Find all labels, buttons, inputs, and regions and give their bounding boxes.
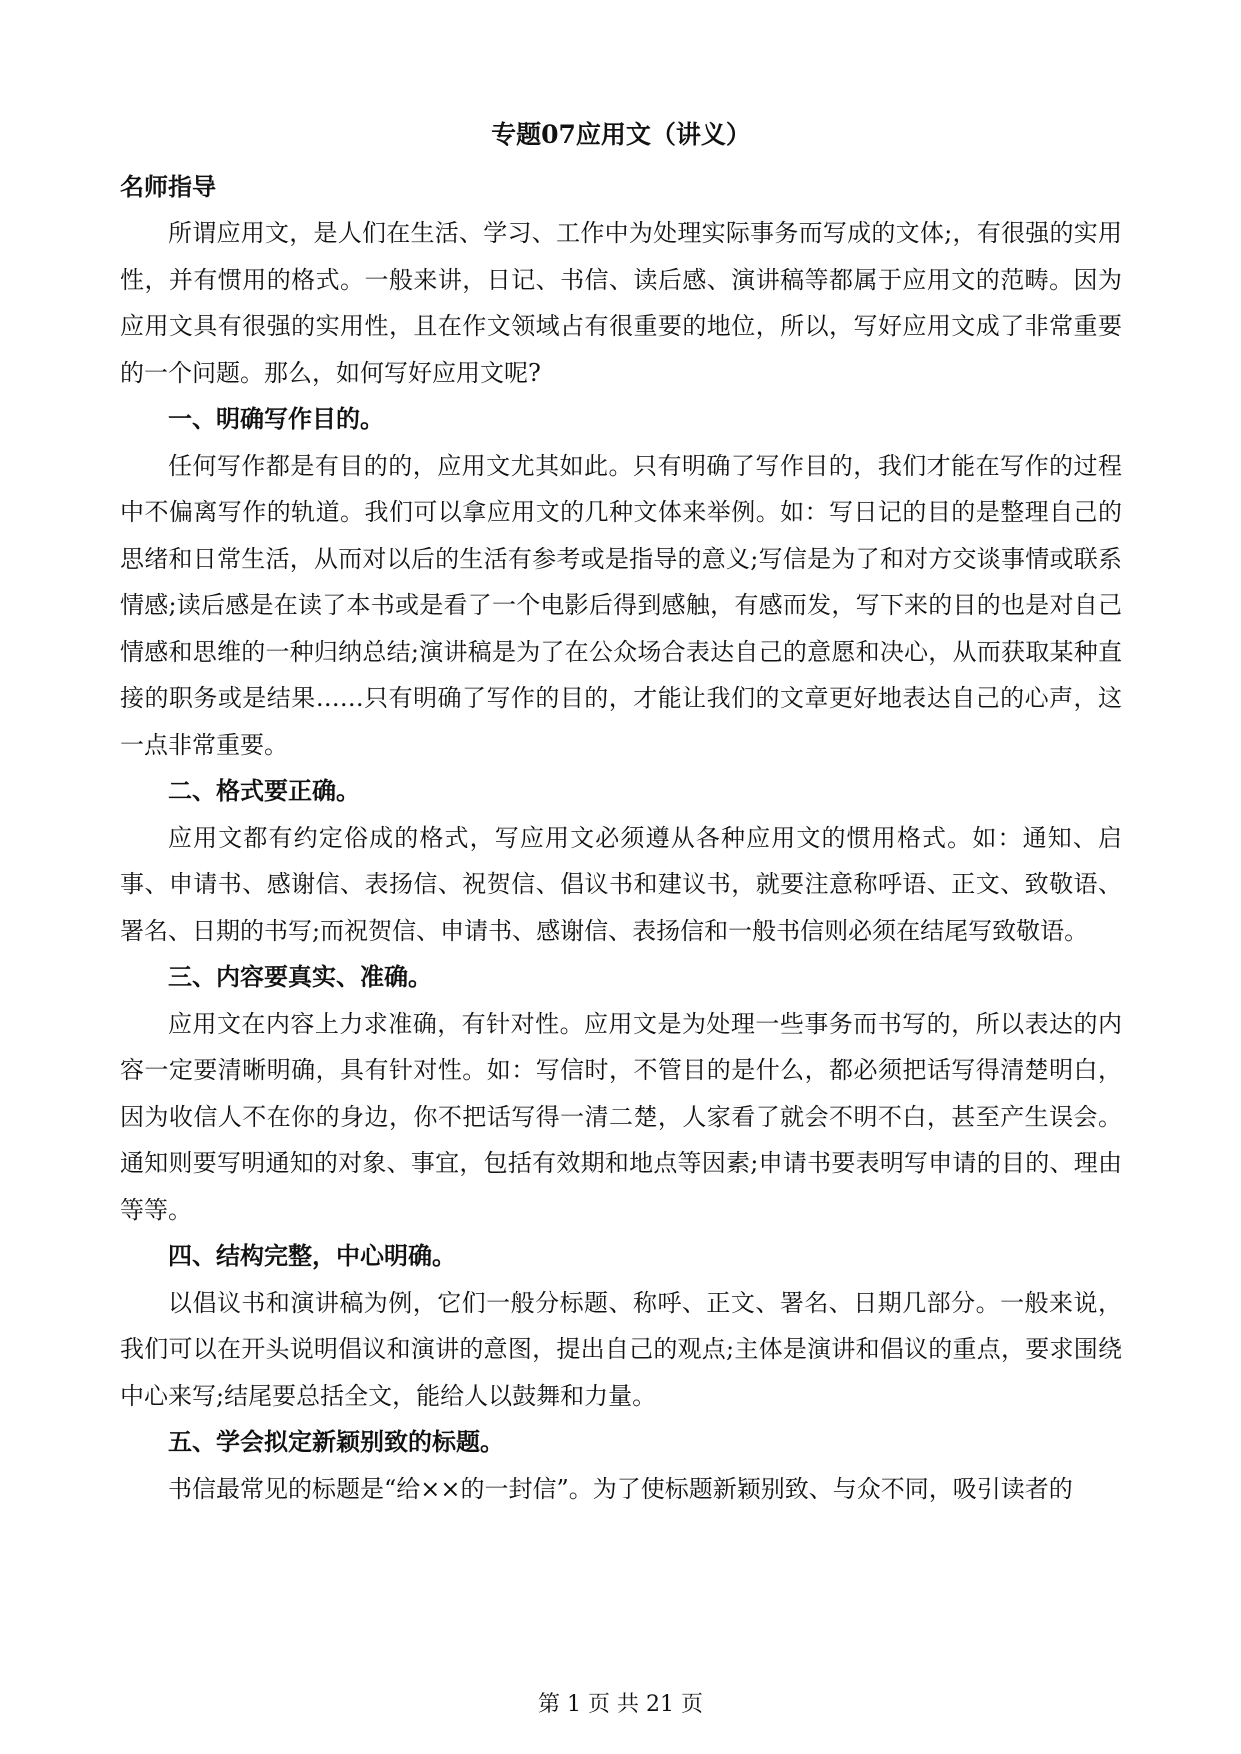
page-number-footer: 第 1 页 共 21 页 [538, 1692, 703, 1717]
point-heading-5: 五、学会拟定新颖别致的标题。 [168, 1427, 504, 1456]
point-heading-1: 一、明确写作目的。 [168, 404, 384, 433]
section-heading: 名师指导 [120, 172, 216, 201]
intro-paragraph: 所谓应用文，是人们在生活、学习、工作中为处理实际事务而写成的文体;，有很强的实用性，并有惯用的格式。一般来讲，日记、书信、读后感、演讲稿等都属于应用文的范畴。因为应用文具有很强的实用性，且在作文领域占有很重要的地位，所以，写好应用文成了非常重要的一个问题。那么，如何写好应用文呢? [120, 219, 1122, 387]
document-title: 专题07应用文（讲义） [491, 120, 751, 149]
point-heading-3: 三、内容要真实、准确。 [168, 962, 432, 991]
point-paragraph-2: 应用文都有约定俗成的格式，写应用文必须遵从各种应用文的惯用格式。如：通知、启事、申请书、感谢信、表扬信、祝贺信、倡议书和建议书，就要注意称呼语、正文、致敬语、署名、日期的书写;而祝贺信、申请书、感谢信、表扬信和一般书信则必须在结尾写致敬语。 [120, 823, 1122, 945]
point-paragraph-1: 任何写作都是有目的的，应用文尤其如此。只有明确了写作目的，我们才能在写作的过程中不偏离写作的轨道。我们可以拿应用文的几种文体来举例。如：写日记的目的是整理自己的思绪和日常生活，从而对以后的生活有参考或是指导的意义;写信是为了和对方交谈事情或联系情感;读后感是在读了本书或是看了一个电影后得到感触，有感而发，写下来的目的也是对自己情感和思维的一种归纳总结;演讲稿是为了在公众场合表达自己的意愿和决心，从而获取某种直接的职务或是结果……只有明确了写作的目的，才能让我们的文章更好地表达自己的心声，这一点非常重要。 [120, 451, 1122, 759]
point-heading-4: 四、结构完整，中心明确。 [168, 1241, 456, 1270]
point-paragraph-3: 应用文在内容上力求准确，有针对性。应用文是为处理一些事务而书写的，所以表达的内容一定要清晰明确，具有针对性。如：写信时，不管目的是什么，都必须把话写得清楚明白，因为收信人不在你的身边，你不把话写得一清二楚，人家看了就会不明不白，甚至产生误会。通知则要写明通知的对象、事宜，包括有效期和地点等因素;申请书要表明写申请的目的、理由等等。 [120, 1009, 1122, 1224]
point-paragraph-5: 书信最常见的标题是“给××的一封信”。为了使标题新颖别致、与众不同，吸引读者的 [168, 1474, 1073, 1503]
point-paragraph-4: 以倡议书和演讲稿为例，它们一般分标题、称呼、正文、署名、日期几部分。一般来说，我们可以在开头说明倡议和演讲的意图，提出自己的观点;主体是演讲和倡议的重点，要求围绕中心来写;结尾要总括全文，能给人以鼓舞和力量。 [120, 1288, 1122, 1410]
document-body [120, 210, 1122, 1512]
point-heading-2: 二、格式要正确。 [168, 776, 360, 805]
